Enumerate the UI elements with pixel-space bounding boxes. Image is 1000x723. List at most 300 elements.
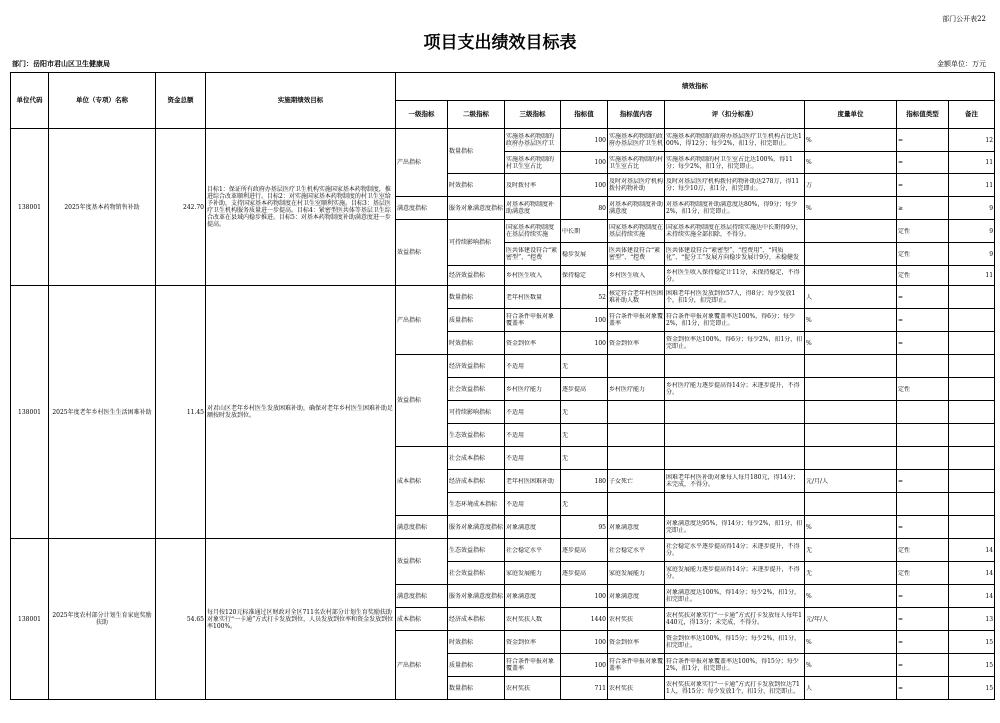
scoring-cell [665,401,805,424]
measure-unit-cell [805,197,897,220]
scoring-cell [665,129,805,152]
value-cell-text: 中长期 [562,227,581,235]
level2-cell: 生态效益指标 [448,539,505,562]
scoring-cell [665,585,805,608]
level3-cell-text: 社会稳定水平 [506,546,543,554]
level2-cell: 服务对象满意度指标 [448,516,505,539]
measure-unit-cell-text: 无 [806,546,813,554]
scoring-cell-text: 医共体建设符合“紧密型”、“控费用”、“同质化”、“促分工”发展方向稳步发展计9分，未稳健发 [666,247,800,261]
value-content-cell [608,447,665,470]
value-cell-text: 稳步发展 [562,250,587,258]
col-value-type: 指标值类型 [897,101,949,129]
note-cell-text: 14 [985,592,994,600]
level3-cell [505,585,561,608]
scoring-cell [665,470,805,493]
scoring-cell [665,562,805,585]
measure-unit-cell-text: % [806,204,812,212]
value-cell [561,401,608,424]
value-content-cell [608,286,665,309]
level2-cell: 可持续影响指标 [448,220,505,266]
value-cell-text: 80 [598,204,606,212]
measure-unit-cell [805,608,897,631]
level3-cell [505,266,561,286]
scoring-cell [665,355,805,378]
measure-unit-cell-text: % [806,316,812,324]
note-cell [949,470,995,493]
measure-unit-cell [805,152,897,174]
level3-cell-text: 实施基本药物制的村卫生室占比 [506,155,555,170]
level1-cell: 产出指标 [396,631,448,700]
measure-unit-cell [805,378,897,401]
value-type-cell [897,562,949,585]
scoring-cell [665,677,805,700]
value-type-cell-text: = [898,477,904,485]
level2-cell: 数量指标 [448,677,505,700]
value-content-cell-text: 核定符合老年村医困难补助人数 [609,290,663,304]
measure-unit-cell [805,470,897,493]
value-type-cell-text: = [898,592,904,600]
value-content-cell [608,585,665,608]
value-cell-text: 100 [594,661,606,669]
value-content-cell-text: 乡村医生收入 [609,272,646,279]
value-content-cell-text: 农村奖扶 [609,684,634,692]
value-cell [561,585,608,608]
note-cell [949,516,995,539]
value-cell [561,470,608,493]
value-type-cell [897,129,949,152]
scoring-cell [665,332,805,355]
level2-cell: 社会效益指标 [448,378,505,401]
level3-cell [505,539,561,562]
level1-cell: 成本指标 [396,447,448,516]
level3-cell [505,401,561,424]
value-content-cell [608,174,665,197]
value-content-cell-text: 国家基本药物制度在基层持续实施 [609,224,663,238]
note-cell-text: 15 [985,638,994,646]
note-cell [949,174,995,197]
value-content-cell-text: 及时对基层医疗机构拨付药物补助 [609,178,663,192]
level2-cell: 时效指标 [448,174,505,197]
value-type-cell-text: = [898,638,904,646]
project-amount-cell: 242.70 [156,129,206,286]
level3-cell [505,197,561,220]
note-cell-text: 14 [985,569,994,577]
col-value: 指标值 [561,101,608,129]
level3-cell-text: 不适用 [506,500,525,508]
project-amount-cell: 11.45 [156,286,206,539]
value-content-cell-text: 农村奖扶 [609,615,634,623]
note-cell [949,286,995,309]
level2-cell: 数量指标 [448,129,505,174]
level3-cell-text: 不适用 [506,362,525,370]
level3-cell-text: 不适用 [506,408,525,416]
col-level2: 二级指标 [448,101,505,129]
value-cell [561,220,608,243]
scoring-cell-text: 乡村医疗能力逐步提高得14分；未逐步提升，不得分。 [666,382,800,396]
level2-cell: 服务对象满意度指标 [448,197,505,220]
level1-cell: 产出指标 [396,129,448,197]
scoring-cell [665,631,805,654]
value-type-cell-text: 定性 [898,569,911,577]
level3-cell-text: 资金到位率 [506,339,537,347]
note-cell [949,562,995,585]
note-cell-text: 11 [985,272,994,279]
value-content-cell [608,516,665,539]
level3-cell-text: 对象满意度 [506,592,537,600]
note-cell [949,355,995,378]
value-cell [561,539,608,562]
level3-cell [505,220,561,243]
measure-unit-cell [805,493,897,516]
col-unit-code: 单位代码 [11,73,49,129]
scoring-cell [665,516,805,539]
level3-cell-text: 符合条件申报对象覆盖率 [506,313,555,327]
note-cell-text: 13 [985,615,994,623]
value-type-cell [897,631,949,654]
scoring-cell-text: 符合条件申报对象覆盖率达100%，得15分；每少2%，扣1分，扣完即止。 [666,658,799,672]
measure-unit-cell [805,516,897,539]
table-body [11,129,995,700]
value-content-cell-text: 资金到位率 [609,339,640,347]
note-cell [949,266,995,286]
value-content-cell-text: 符合条件申报对象覆盖率 [609,313,663,327]
measure-unit-cell-text: 万 [806,181,813,189]
scoring-cell [665,424,805,447]
project-name-cell: 2025年度农村部分计划生育家庭奖励扶助 [49,539,156,700]
level3-cell-text: 老年村医困难补助 [506,477,555,485]
level3-cell [505,631,561,654]
level3-cell-text: 医共体建设符合“紧密型”、“控费 [506,247,558,261]
col-total-funds: 资金总额 [156,73,206,129]
table-row [11,129,995,152]
value-type-cell-text: = [898,523,904,531]
measure-unit-cell-text: 人 [806,684,813,692]
level3-cell [505,470,561,493]
level2-cell: 生态效益指标 [448,424,505,447]
table-row [11,286,995,309]
value-content-cell [608,355,665,378]
level3-cell-text: 乡村医疗能力 [506,385,543,393]
level2-cell: 经济成本指标 [448,608,505,631]
level3-cell [505,286,561,309]
scoring-cell [665,286,805,309]
measure-unit-cell [805,286,897,309]
project-code-cell: 138001 [11,129,49,286]
note-cell [949,197,995,220]
measure-unit-cell [805,447,897,470]
project-goal-cell: 每月按120元标准通过区财政对全区711名农村部分计划生育奖励扶助对象实行“一卡通”方式打卡发放到位，人员发放到位率和资金发放到位率100%。 [206,539,396,700]
value-content-cell [608,608,665,631]
level1-cell: 产出指标 [396,286,448,355]
value-content-cell [608,152,665,174]
value-type-cell-text: = [898,293,904,301]
value-cell [561,152,608,174]
note-cell [949,608,995,631]
col-scoring: 评（扣分标准） [665,101,805,129]
level2-cell: 时效指标 [448,631,505,654]
col-note: 备注 [949,101,995,129]
level2-cell: 可持续影响指标 [448,401,505,424]
level3-cell-text: 农村奖扶人数 [506,615,543,623]
level2-cell: 时效指标 [448,332,505,355]
value-type-cell [897,424,949,447]
level3-cell [505,243,561,266]
page-title: 项目支出绩效目标表 [423,33,577,53]
value-content-cell-text: 对象满意度 [609,523,640,531]
value-type-cell-text: = [898,339,904,347]
value-content-cell-text: 社会稳定水平 [609,546,646,554]
value-content-cell [608,470,665,493]
project-goal-cell: 对君山区老年乡村医生发放困难补助，确保对老年乡村医生困难补助足额按时发放到位。 [206,286,396,539]
scoring-cell [665,309,805,332]
value-cell [561,243,608,266]
note-cell [949,220,995,243]
level3-cell [505,447,561,470]
level1-cell: 效益指标 [396,539,448,585]
value-content-cell [608,424,665,447]
level2-cell: 经济效益指标 [448,355,505,378]
value-type-cell [897,355,949,378]
measure-unit-cell-text: 无 [806,569,813,577]
note-cell [949,309,995,332]
scoring-cell [665,378,805,401]
level1-cell: 满意度指标 [396,585,448,608]
value-content-cell [608,378,665,401]
col-value-content: 指标值内容 [608,101,665,129]
value-type-cell-text: = [898,684,904,692]
note-cell-text: 9 [989,227,994,235]
measure-unit-cell [805,243,897,266]
note-cell-text: 14 [985,546,994,554]
value-content-cell [608,631,665,654]
level3-cell-text: 乡村医生收入 [506,272,543,279]
value-cell [561,654,608,677]
project-code-cell: 138001 [11,286,49,539]
measure-unit-cell [805,401,897,424]
table-row [11,539,995,562]
measure-unit-cell-text: 元/月/人 [806,477,829,485]
scoring-cell-text: 国家基本药物制度在基层持续实施达中长期得9分，未持续实施全部扣除，不得分。 [666,224,802,238]
scoring-cell-text: 困难老年村医补助对象每人每月180元，得14分；未完成，不得分。 [666,474,800,488]
measure-unit-cell-text: % [806,661,812,669]
level3-cell [505,174,561,197]
measure-unit-cell [805,654,897,677]
value-type-cell [897,493,949,516]
value-type-cell-text: = [898,159,904,166]
scoring-cell [665,608,805,631]
measure-unit-cell [805,309,897,332]
scoring-cell-text: 资金到位率达100%，得6分；每少2%，扣1分，扣完即止。 [666,336,803,350]
value-cell-text: 逐步提高 [562,569,587,577]
level2-cell: 数量指标 [448,286,505,309]
level2-cell: 生态环境成本指标 [448,493,505,516]
scoring-cell-text: 乡村医生收入保持稳定计11分，未保持稳定，不得分。 [666,268,800,283]
value-type-cell [897,152,949,174]
value-type-cell-text: 定性 [898,250,911,258]
note-cell [949,378,995,401]
value-type-cell-text: 定性 [898,546,911,554]
value-cell [561,355,608,378]
value-cell-text: 无 [562,454,569,462]
value-cell [561,174,608,197]
value-cell-text: 1440 [590,615,606,623]
scoring-cell [665,539,805,562]
scoring-cell-text: 农村奖扶对象实行“一卡通”方式打卡发放到位达711人，得15分；每少发放1个，扣1分，扣完即止。 [666,681,800,695]
note-cell-text: 15 [985,661,994,669]
value-type-cell-text: 定性 [898,272,911,279]
value-cell [561,129,608,152]
project-amount-cell: 54.65 [156,539,206,700]
level3-cell-text: 不适用 [506,454,525,462]
measure-unit-cell [805,677,897,700]
value-type-cell-text: ≥ [898,204,904,212]
value-cell [561,266,608,286]
level3-cell [505,355,561,378]
level2-cell: 经济效益指标 [448,266,505,286]
value-type-cell-text: = [898,615,904,623]
note-cell-text: 11 [985,159,994,166]
note-cell [949,493,995,516]
value-content-cell [608,677,665,700]
value-type-cell [897,447,949,470]
level3-cell [505,516,561,539]
value-cell [561,309,608,332]
value-content-cell-text: 医共体建设符合“紧密型”、“控费 [609,247,661,261]
project-goal-cell: 目标1：保证所有政府办基层医疗卫生机构实施国家基本药物制度，推进综合改革顺利进行。目标2：对实施国家基本药物制度的村卫生室给予补助，支持国家基本药物制度在村卫生室顺利实施。目标3：基层医疗卫生机构服务质量进一步提高。目标4：紧密型医共体等基层卫生综合改革在县域内稳步推进。目标5：对基本药物制度补助满意度进一步提高。 [206,129,396,286]
value-content-cell [608,309,665,332]
value-cell-text: 100 [594,638,606,646]
value-cell-text: 100 [594,339,606,347]
level2-cell: 质量指标 [448,654,505,677]
scoring-cell [665,197,805,220]
level3-cell [505,424,561,447]
value-content-cell [608,243,665,266]
value-content-cell-text: 子女死亡 [609,477,634,485]
level2-cell: 社会效益指标 [448,562,505,585]
level2-cell: 质量指标 [448,309,505,332]
measure-unit-cell [805,332,897,355]
measure-unit-cell-text: % [806,523,812,531]
level3-cell [505,129,561,152]
level3-cell [505,152,561,174]
scoring-cell-text: 符合条件申报对象覆盖率达100%，得6分；每少2%，扣1分，扣完即止。 [666,313,795,327]
scoring-cell-text: 困难老年村医发放到位57人，得8分；每少发放1个，扣1分，扣完即止。 [666,290,796,304]
value-cell [561,286,608,309]
value-type-cell [897,585,949,608]
level2-cell: 经济成本指标 [448,470,505,493]
scoring-cell [665,152,805,174]
measure-unit-cell-text: % [806,159,812,166]
measure-unit-cell [805,266,897,286]
value-cell-text: 保持稳定 [562,272,587,279]
col-level1: 一级指标 [396,101,448,129]
col-indicators: 绩效指标 [396,73,995,101]
level3-cell-text: 国家基本药物制度在基层持续实施 [506,224,555,238]
scoring-cell-text: 家庭发展能力逐步提高得14分；未逐步提升，不得分。 [666,566,800,580]
value-type-cell-text: = [898,661,904,669]
scoring-cell [665,266,805,286]
col-project-name: 单位（专项）名称 [49,73,156,129]
value-content-cell [608,539,665,562]
value-cell-text: 100 [594,136,606,144]
note-cell-text: 15 [985,684,994,692]
value-cell-text: 无 [562,431,569,439]
value-content-cell [608,401,665,424]
value-type-cell [897,401,949,424]
level3-cell [505,332,561,355]
scoring-cell-text: 对基本药物制度补助满意度达80%，得9分；每少2%，扣1分，扣完即止。 [666,201,798,215]
value-cell-text: 逐步提高 [562,385,587,393]
value-cell-text: 95 [598,523,606,531]
level3-cell [505,654,561,677]
level1-cell: 成本指标 [396,608,448,631]
value-content-cell-text: 对象满意度 [609,592,640,600]
note-cell [949,447,995,470]
scoring-cell [665,447,805,470]
scoring-cell-text: 对象满意度达95%，得14分；每少2%，扣1分，扣完即止。 [666,520,803,534]
value-content-cell-text: 对基本药物制度补助满意度 [609,201,663,215]
note-cell [949,401,995,424]
value-cell [561,447,608,470]
value-type-cell [897,516,949,539]
note-cell [949,332,995,355]
value-cell-text: 180 [594,477,606,485]
value-type-cell [897,608,949,631]
scoring-cell [665,174,805,197]
value-type-cell [897,220,949,243]
level1-cell: 效益指标 [396,220,448,286]
value-content-cell [608,266,665,286]
measure-unit-cell [805,539,897,562]
measure-unit-cell [805,220,897,243]
value-cell-text: 100 [594,159,606,166]
value-type-cell [897,309,949,332]
value-cell-text: 100 [594,592,606,600]
note-cell [949,424,995,447]
value-type-cell [897,197,949,220]
note-cell [949,243,995,266]
level3-cell-text: 对象满意度 [506,523,537,531]
level3-cell [505,493,561,516]
project-code-cell: 138001 [11,539,49,700]
value-type-cell-text: = [898,316,904,324]
value-cell [561,516,608,539]
scoring-cell-text: 实施基本药物制的村卫生室占比达100%，得11分；每少2%，扣1分，扣完即止。 [666,155,793,170]
note-cell-text: 9 [989,204,994,212]
col-measure-unit: 度量单位 [805,101,897,129]
value-cell-text: 100 [594,181,606,189]
measure-unit-cell-text: % [806,339,812,347]
level3-cell-text: 对基本药物制度补助满意度 [506,201,555,215]
note-cell-text: 9 [989,250,994,258]
value-cell-text: 无 [562,362,569,370]
scoring-cell-text: 对象满意度达100%，得14分；每少2%，扣1分，扣完即止。 [666,589,801,603]
value-type-cell [897,332,949,355]
value-cell-text: 逐步提高 [562,546,587,554]
scoring-cell [665,493,805,516]
project-name-cell: 2025年度基本药物销售补助 [49,129,156,286]
measure-unit-cell-text: % [806,638,812,646]
value-cell [561,197,608,220]
value-cell-text: 711 [594,684,606,692]
scoring-cell-text: 及时对基层医疗机构拨付药物补助达278万，得11分；每少10万，扣1分，扣完即止。 [666,178,800,192]
note-cell [949,129,995,152]
value-cell-text: 无 [562,500,569,508]
level3-cell [505,608,561,631]
level3-cell-text: 资金到位率 [506,638,537,646]
value-cell [561,378,608,401]
measure-unit-cell [805,631,897,654]
